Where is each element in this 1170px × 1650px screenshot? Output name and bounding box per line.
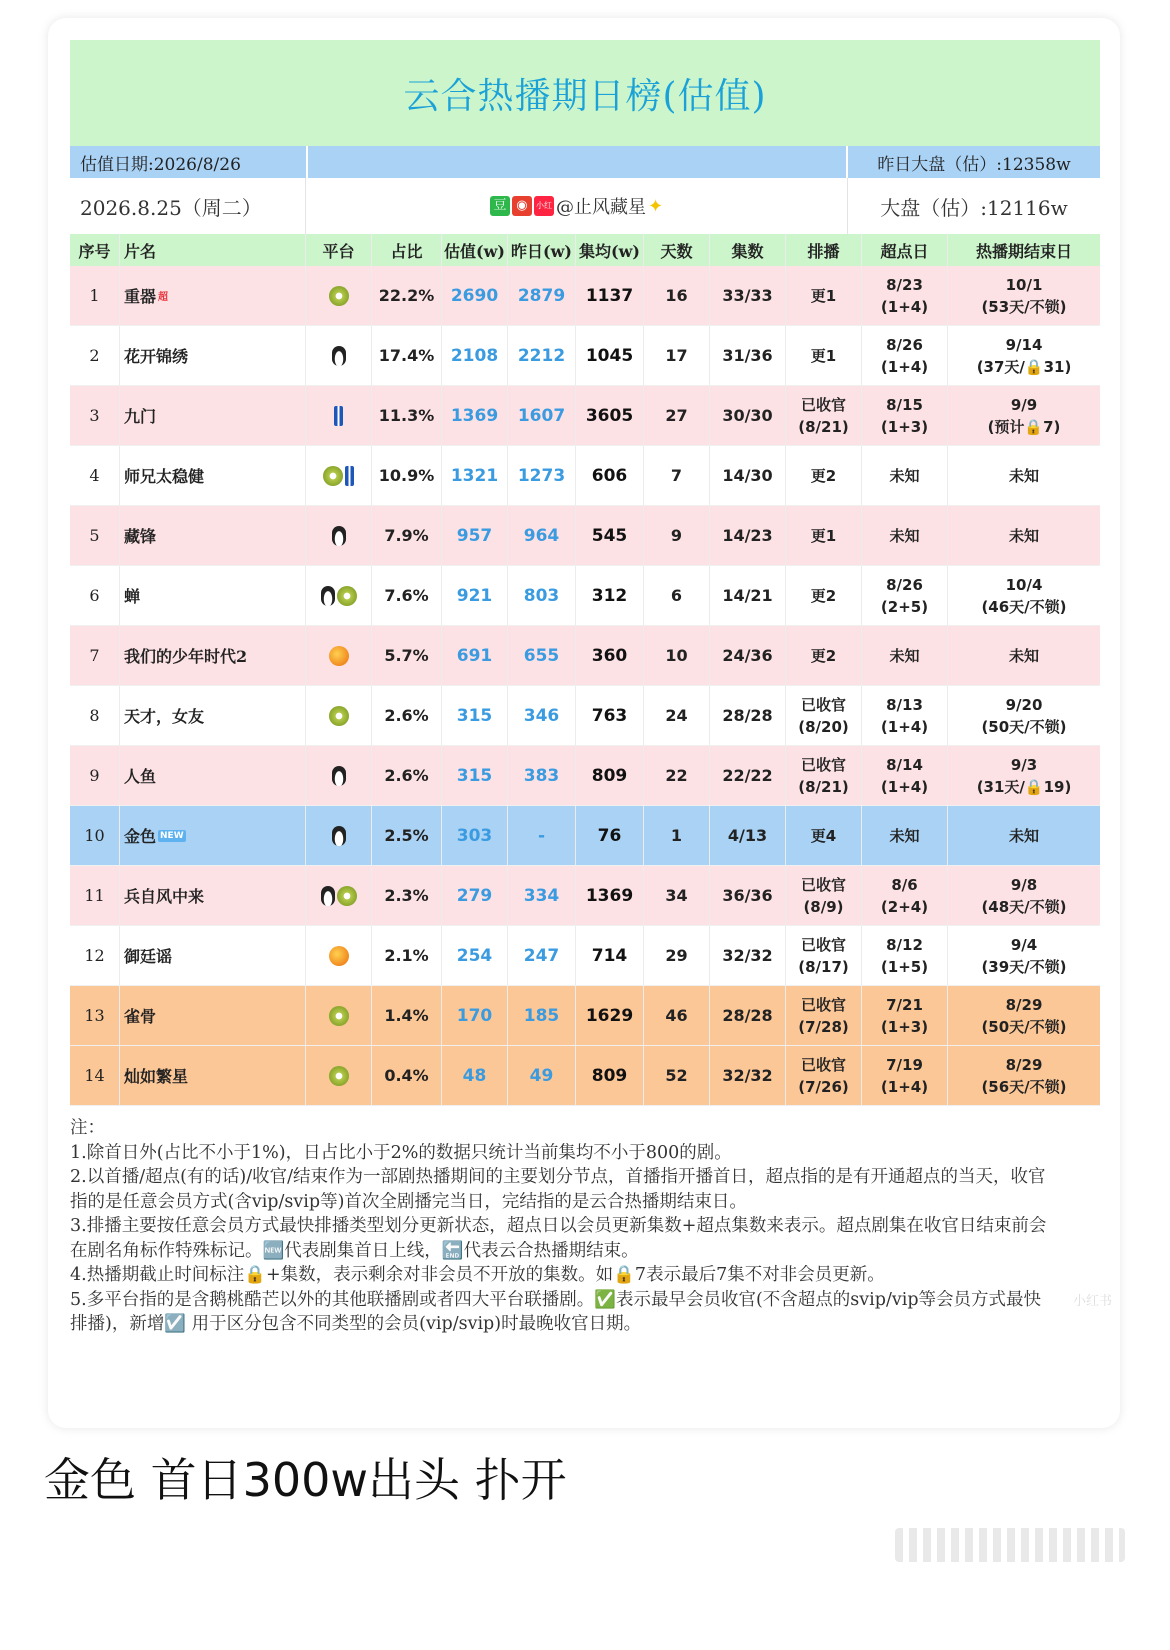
episodes: 4/13 (710, 806, 786, 865)
episodes: 14/30 (710, 446, 786, 505)
yesterday: 964 (508, 506, 576, 565)
share: 22.2% (372, 266, 442, 325)
rank: 5 (70, 506, 120, 565)
estimate: 921 (442, 566, 508, 625)
share: 2.6% (372, 686, 442, 745)
info-row-2 (70, 178, 1100, 234)
tencent-penguin-icon (321, 886, 335, 906)
drama-title (120, 386, 306, 445)
super-point-date: 8/26 (2+5) (862, 566, 948, 625)
platform (306, 506, 372, 565)
youku-icon (345, 466, 354, 486)
yesterday: 803 (508, 566, 576, 625)
drama-name: 我们的少年时代2 (124, 647, 248, 666)
estimate: 303 (442, 806, 508, 865)
episodes: 31/36 (710, 326, 786, 385)
days: 7 (644, 446, 710, 505)
episodes: 24/36 (710, 626, 786, 685)
share: 11.3% (372, 386, 442, 445)
super-point-date: 8/15 (1+3) (862, 386, 948, 445)
days: 24 (644, 686, 710, 745)
rank: 1 (70, 266, 120, 325)
estimate: 170 (442, 986, 508, 1045)
average: 714 (576, 926, 644, 985)
estimate-date: 估值日期:2026/8/26 (70, 146, 306, 178)
platform (306, 626, 372, 685)
column-header: 集均(w) (576, 234, 644, 266)
average: 1045 (576, 326, 644, 385)
days: 22 (644, 746, 710, 805)
days: 6 (644, 566, 710, 625)
column-header: 集数 (710, 234, 786, 266)
drama-name: 花开锦绣 (124, 347, 189, 366)
iqiyi-kiwi-icon (329, 1006, 349, 1026)
platform (306, 926, 372, 985)
drama-name: 蝉 (124, 587, 141, 606)
super-point-date: 未知 (862, 626, 948, 685)
share: 2.3% (372, 866, 442, 925)
yesterday: 49 (508, 1046, 576, 1105)
days: 17 (644, 326, 710, 385)
schedule: 更2 (786, 566, 862, 625)
estimate: 957 (442, 506, 508, 565)
drama-title (120, 506, 306, 565)
drama-name: 灿如繁星 (124, 1067, 189, 1086)
schedule: 更1 (786, 506, 862, 565)
rank: 6 (70, 566, 120, 625)
hot-period-end: 10/1 (53天/不锁) (981, 275, 1067, 316)
notes (70, 1106, 1050, 1337)
table-row (70, 686, 1100, 746)
drama-title (120, 1046, 306, 1105)
days: 1 (644, 806, 710, 865)
watermark: 小红书 (1072, 1294, 1112, 1309)
column-header: 序号 (70, 234, 120, 266)
rank: 8 (70, 686, 120, 745)
estimate: 48 (442, 1046, 508, 1105)
hot-period-end: 10/4 (46天/不锁) (981, 575, 1067, 616)
drama-title (120, 326, 306, 385)
days: 46 (644, 986, 710, 1045)
rank: 7 (70, 626, 120, 685)
platform (306, 806, 372, 865)
table-row (70, 746, 1100, 806)
market-estimate: 大盘（估）:12116w (880, 195, 1068, 220)
drama-title (120, 566, 306, 625)
column-header: 估值(w) (442, 234, 508, 266)
douban-icon: 豆 (490, 196, 510, 216)
tencent-penguin-icon (332, 766, 346, 786)
sparkle-icon: ✦ (647, 195, 664, 217)
note-line: 3.排播主要按任意会员方式最快排播类型划分更新状态，超点日以会员更新集数+超点集数来表示。超点剧集在收官日结束前会在剧名角标作特殊标记。🆕代表剧集首日上线，🔚代表云合热播期结束。 (70, 1216, 1047, 1261)
yesterday: 247 (508, 926, 576, 985)
super-point-date: 7/19 (1+4) (862, 1046, 948, 1105)
hot-period-end: 未知 (1008, 826, 1039, 845)
yesterday: 346 (508, 686, 576, 745)
drama-name: 雀骨 (124, 1007, 157, 1026)
note-line: 4.热播期截止时间标注🔒+集数，表示剩余对非会员不开放的集数。如🔒7表示最后7集不对非会员更新。 (70, 1265, 885, 1285)
iqiyi-kiwi-icon (337, 586, 357, 606)
yesterday: 185 (508, 986, 576, 1045)
average: 76 (576, 806, 644, 865)
account-credit (306, 178, 848, 234)
table-body (70, 266, 1100, 1106)
schedule: 更1 (786, 326, 862, 385)
estimate: 1321 (442, 446, 508, 505)
iqiyi-kiwi-icon (323, 466, 343, 486)
average: 606 (576, 446, 644, 505)
share: 0.4% (372, 1046, 442, 1105)
drama-title (120, 986, 306, 1045)
share: 17.4% (372, 326, 442, 385)
super-tag: 超 (158, 292, 169, 303)
bottom-bar (0, 1524, 1170, 1570)
days: 27 (644, 386, 710, 445)
average: 312 (576, 566, 644, 625)
hot-period-end: 9/4 (39天/不锁) (981, 935, 1067, 976)
column-header: 热播期结束日 (975, 241, 1072, 261)
yesterday: 1273 (508, 446, 576, 505)
rank: 4 (70, 446, 120, 505)
yesterday-market: 昨日大盘（估）:12358w (846, 146, 1100, 178)
share: 2.5% (372, 806, 442, 865)
average: 1369 (576, 866, 644, 925)
episodes: 32/32 (710, 1046, 786, 1105)
drama-name: 人鱼 (124, 767, 157, 786)
current-date: 2026.8.25（周二） (70, 178, 306, 234)
yesterday: 2212 (508, 326, 576, 385)
drama-title (120, 446, 306, 505)
estimate: 691 (442, 626, 508, 685)
tencent-penguin-icon (332, 826, 346, 846)
new-tag: NEW (160, 830, 184, 841)
days: 34 (644, 866, 710, 925)
schedule: 已收官 (8/17) (786, 926, 862, 985)
info-row-1 (70, 146, 1100, 178)
drama-name: 兵自风中来 (124, 887, 205, 906)
super-point-date: 7/21 (1+3) (862, 986, 948, 1045)
yesterday: 655 (508, 626, 576, 685)
hot-period-end: 未知 (1008, 466, 1039, 485)
platform (306, 686, 372, 745)
episodes: 36/36 (710, 866, 786, 925)
drama-title (120, 686, 306, 745)
hot-period-end: 9/3 (31天/🔒19) (976, 755, 1072, 796)
yesterday: 1607 (508, 386, 576, 445)
share: 5.7% (372, 626, 442, 685)
days: 10 (644, 626, 710, 685)
days: 16 (644, 266, 710, 325)
drama-name: 金色 (124, 827, 157, 846)
note-line: 2.以首播/超点(有的话)/收官/结束作为一部剧热播期间的主要划分节点，首播指开播首日，超点指的是有开通超点的当天，收官指的是任意会员方式(含vip/svip等)首次全剧播完当日，完结指的是云合热播期结束日。 (70, 1167, 1046, 1212)
platform (306, 1046, 372, 1105)
iqiyi-kiwi-icon (329, 1066, 349, 1086)
table-row (70, 806, 1100, 866)
column-header: 占比 (372, 234, 442, 266)
rank: 2 (70, 326, 120, 385)
schedule: 已收官 (8/20) (786, 686, 862, 745)
table-row (70, 926, 1100, 986)
drama-name: 天才，女友 (124, 707, 205, 726)
hot-period-end: 未知 (1008, 526, 1039, 545)
hot-period-end: 8/29 (56天/不锁) (981, 1055, 1067, 1096)
table-row (70, 866, 1100, 926)
episodes: 14/23 (710, 506, 786, 565)
title-band (70, 40, 1100, 146)
barcode-decoration (895, 1528, 1125, 1562)
rank: 12 (70, 926, 120, 985)
rank: 13 (70, 986, 120, 1045)
super-point-date: 8/12 (1+5) (862, 926, 948, 985)
average: 1629 (576, 986, 644, 1045)
tencent-penguin-icon (332, 346, 346, 366)
hot-period-end: 9/9 (预计🔒7) (987, 395, 1061, 436)
days: 52 (644, 1046, 710, 1105)
super-point-date: 8/13 (1+4) (862, 686, 948, 745)
average: 1137 (576, 266, 644, 325)
hot-period-end: 8/29 (50天/不锁) (981, 995, 1067, 1036)
episodes: 33/33 (710, 266, 786, 325)
drama-title (120, 626, 306, 685)
episodes: 22/22 (710, 746, 786, 805)
iqiyi-kiwi-icon (337, 886, 357, 906)
rank: 14 (70, 1046, 120, 1105)
rank: 9 (70, 746, 120, 805)
schedule: 已收官 (7/26) (786, 1046, 862, 1105)
note-line: 5.多平台指的是含鹅桃酷芒以外的其他联播剧或者四大平台联播剧。✅表示最早会员收官(不含超点的svip/vip等会员方式最快排播)，新增☑️ 用于区分包含不同类型的会员(vip/svip)时最晚收官日期。 (70, 1289, 1042, 1334)
platform (306, 266, 372, 325)
platform (306, 326, 372, 385)
average: 360 (576, 626, 644, 685)
estimate: 279 (442, 866, 508, 925)
share: 7.9% (372, 506, 442, 565)
ranking-sheet (70, 40, 1100, 1337)
average: 809 (576, 1046, 644, 1105)
info-blank (306, 146, 846, 178)
platform (306, 386, 372, 445)
platform (306, 866, 372, 925)
yesterday: 383 (508, 746, 576, 805)
super-point-date: 未知 (862, 806, 948, 865)
super-point-date: 8/6 (2+4) (862, 866, 948, 925)
table-row (70, 266, 1100, 326)
hot-period-end: 未知 (1008, 646, 1039, 665)
drama-title (120, 926, 306, 985)
hot-period-end: 9/8 (48天/不锁) (981, 875, 1067, 916)
schedule: 更2 (786, 626, 862, 685)
table-row (70, 1046, 1100, 1106)
column-header: 平台 (306, 234, 372, 266)
yesterday: - (508, 806, 576, 865)
estimate: 2108 (442, 326, 508, 385)
platform (306, 566, 372, 625)
average: 3605 (576, 386, 644, 445)
super-point-date: 8/23 (1+4) (862, 266, 948, 325)
rank: 11 (70, 866, 120, 925)
schedule: 更1 (786, 266, 862, 325)
platform (306, 446, 372, 505)
drama-name: 九门 (124, 407, 157, 426)
xiaohongshu-icon: 小红书 (534, 196, 554, 216)
episodes: 30/30 (710, 386, 786, 445)
table-row (70, 986, 1100, 1046)
schedule: 已收官 (7/28) (786, 986, 862, 1045)
schedule: 更4 (786, 806, 862, 865)
hot-period-end: 9/20 (50天/不锁) (981, 695, 1067, 736)
platform (306, 746, 372, 805)
share: 10.9% (372, 446, 442, 505)
note-line: 注： (70, 1118, 105, 1138)
rank: 10 (70, 806, 120, 865)
drama-title (120, 866, 306, 925)
average: 763 (576, 686, 644, 745)
drama-title (120, 266, 306, 325)
weibo-icon: ◉ (512, 196, 532, 216)
average: 545 (576, 506, 644, 565)
estimate: 254 (442, 926, 508, 985)
column-header: 超点日 (862, 234, 948, 266)
average: 809 (576, 746, 644, 805)
tencent-penguin-icon (321, 586, 335, 606)
estimate: 315 (442, 686, 508, 745)
schedule: 已收官 (8/21) (786, 386, 862, 445)
schedule: 更2 (786, 446, 862, 505)
column-header: 天数 (644, 234, 710, 266)
youku-icon (334, 406, 343, 426)
table-row (70, 326, 1100, 386)
super-point-date: 未知 (862, 506, 948, 565)
drama-name: 藏锋 (124, 527, 157, 546)
hot-period-end: 9/14 (37天/🔒31) (976, 335, 1072, 376)
episodes: 28/28 (710, 986, 786, 1045)
table-row (70, 446, 1100, 506)
days: 9 (644, 506, 710, 565)
days: 29 (644, 926, 710, 985)
table-row (70, 626, 1100, 686)
column-header: 片名 (120, 234, 306, 266)
super-point-date: 未知 (862, 446, 948, 505)
column-header: 昨日(w) (508, 234, 576, 266)
schedule: 已收官 (8/9) (786, 866, 862, 925)
drama-title (120, 746, 306, 805)
drama-title (120, 806, 306, 865)
column-header: 排播 (786, 234, 862, 266)
estimate: 1369 (442, 386, 508, 445)
super-point-date: 8/26 (1+4) (862, 326, 948, 385)
drama-name: 御廷谣 (124, 947, 173, 966)
share: 7.6% (372, 566, 442, 625)
iqiyi-kiwi-icon (329, 706, 349, 726)
account-name: @止风藏星 (555, 197, 646, 218)
tencent-penguin-icon (332, 526, 346, 546)
share: 1.4% (372, 986, 442, 1045)
rank: 3 (70, 386, 120, 445)
estimate: 2690 (442, 266, 508, 325)
table-header (70, 234, 1100, 266)
post-caption: 金色 首日300w出头 扑开 (44, 1453, 567, 1507)
episodes: 14/21 (710, 566, 786, 625)
table-row (70, 566, 1100, 626)
table-row (70, 386, 1100, 446)
episodes: 32/32 (710, 926, 786, 985)
estimate: 315 (442, 746, 508, 805)
episodes: 28/28 (710, 686, 786, 745)
mango-icon (329, 946, 349, 966)
mango-icon (329, 646, 349, 666)
page-title: 云合热播期日榜(估值) (403, 75, 767, 117)
yesterday: 334 (508, 866, 576, 925)
share: 2.1% (372, 926, 442, 985)
yesterday: 2879 (508, 266, 576, 325)
drama-name: 重器 (124, 287, 157, 306)
super-point-date: 8/14 (1+4) (862, 746, 948, 805)
share: 2.6% (372, 746, 442, 805)
table-row (70, 506, 1100, 566)
drama-name: 师兄太稳健 (124, 467, 205, 486)
schedule: 已收官 (8/21) (786, 746, 862, 805)
iqiyi-kiwi-icon (329, 286, 349, 306)
platform (306, 986, 372, 1045)
note-line: 1.除首日外(占比不小于1%)，日占比小于2%的数据只统计当前集均不小于800的剧。 (70, 1142, 732, 1163)
